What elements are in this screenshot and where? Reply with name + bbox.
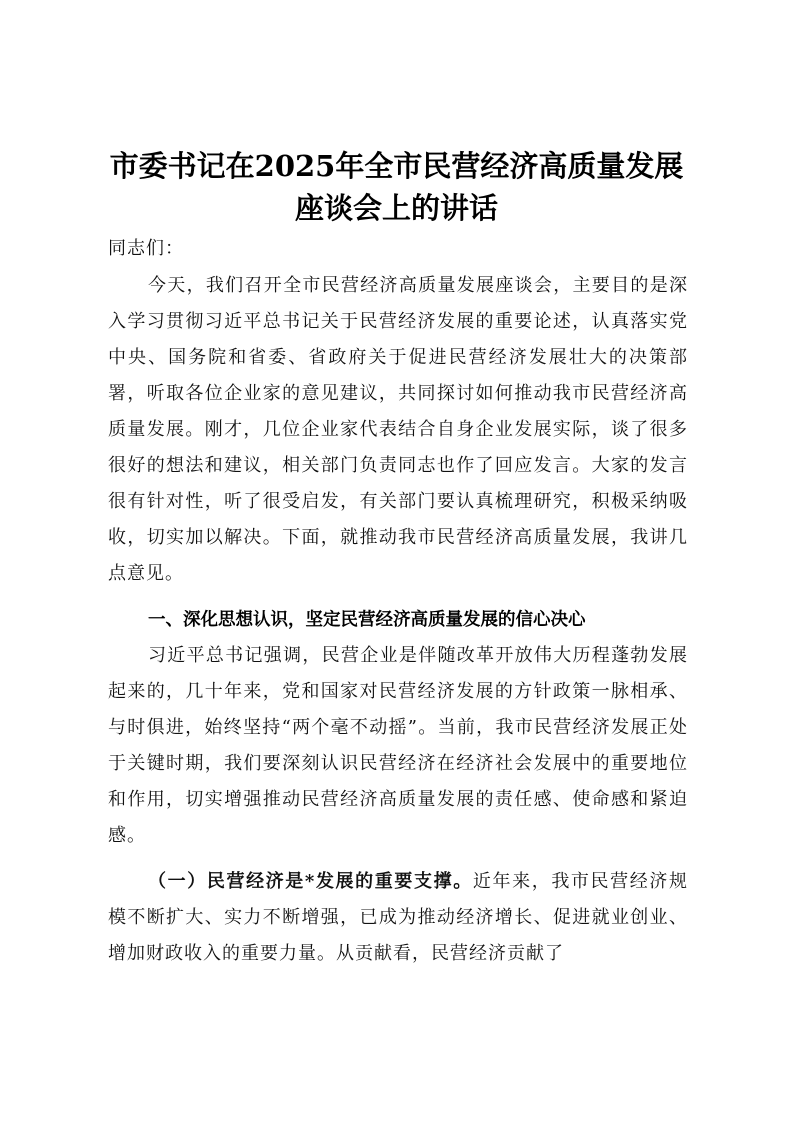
subsection-1-heading: （一）民营经济是*发展的重要支撑。 bbox=[148, 871, 473, 892]
subsection-1-paragraph bbox=[108, 864, 688, 972]
section-1-paragraph: 习近平总书记强调，民营企业是伴随改革开放伟大历程蓬勃发展起来的，几十年来，党和国家对民营经济发展的方针政策一脉相承、与时俱进，始终坚持“两个毫不动摇”。当前，我市民营经济发展正处于关键时期，我们要深刻认识民营经济在经济社会发展中的重要地位和作用，切实增强推动民营经济高质量发展的责任感、使命感和紧迫感。 bbox=[108, 645, 688, 846]
section-1-heading: 一、深化思想认识，坚定民营经济高质量发展的信心决心 bbox=[148, 610, 586, 630]
document-title-line-2: 座谈会上的讲话 bbox=[294, 191, 498, 225]
greeting: 同志们： bbox=[108, 238, 184, 259]
document-title-line-1: 市委书记在2025年全市民营经济高质量发展 bbox=[109, 149, 684, 183]
subsection-1-text: 近年来，我市民营经济规模不断扩大、实力不断增强，已成为推动经济增长、促进就业创业、增加财政收入的重要力量。从贡献看，民营经济贡献了 bbox=[108, 871, 688, 964]
intro-paragraph: 今天，我们召开全市民营经济高质量发展座谈会，主要目的是深入学习贯彻习近平总书记关于民营经济发展的重要论述，认真落实党中央、国务院和省委、省政府关于促进民营经济发展壮大的决策部署，听取各位企业家的意见建议，共同探讨如何推动我市民营经济高质量发展。刚才，几位企业家代表结合自身企业发展实际，谈了很多很好的想法和建议，相关部门负责同志也作了回应发言。大家的发言很有针对性，听了很受启发，有关部门要认真梳理研究，积极采纳吸收，切实加以解决。下面，就推动我市民营经济高质量发展，我讲几点意见。 bbox=[108, 275, 688, 584]
